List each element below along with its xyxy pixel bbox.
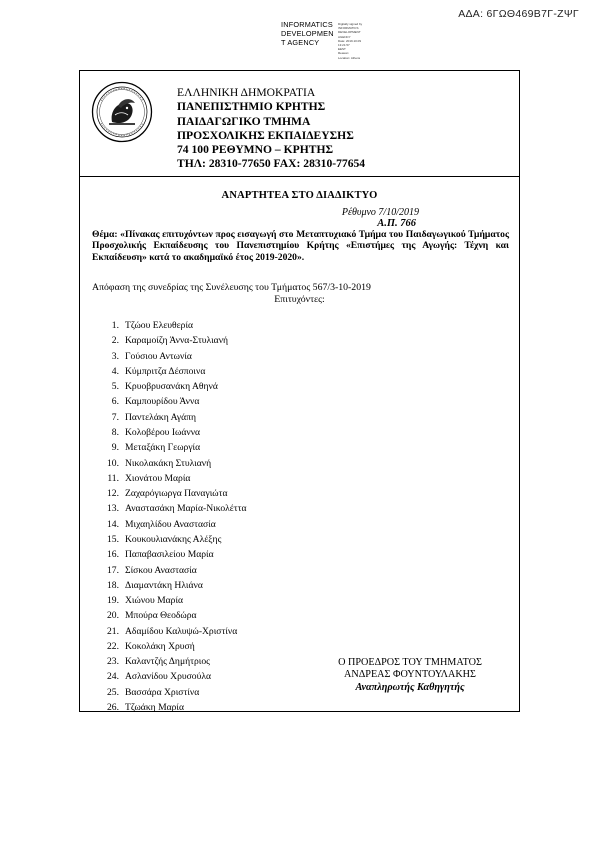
ida-line: T AGENCY bbox=[281, 37, 320, 47]
list-item: 19. Χιώνου Μαρία bbox=[107, 595, 184, 607]
list-item: 11. Χιονάτου Μαρία bbox=[107, 472, 191, 484]
list-item: 24. Ασλανίδου Χρυσούλα bbox=[107, 671, 212, 683]
list-item: 12. Ζαχαρόγιωργα Παναγιώτα bbox=[107, 488, 228, 500]
ida-signature-details bbox=[338, 22, 371, 60]
ada-code: ΑΔΑ: 6ΓΩΘ469Β7Γ-ΖΨΓ bbox=[458, 8, 579, 20]
list-item: 20. Μπούρα Θεοδώρα bbox=[107, 610, 197, 622]
ida-detail-line: DEVELOPMENT AGENCY bbox=[338, 30, 361, 39]
list-item: 26. Τζωάκη Μαρία bbox=[107, 702, 185, 714]
document-date: Ρέθυμνο 7/10/2019 bbox=[341, 207, 419, 218]
list-item: 15. Κουκουλιανάκης Αλέξης bbox=[107, 533, 222, 545]
list-item: 23. Καλαντζής Δημήτριος bbox=[107, 656, 210, 668]
list-item: 6. Καμπουρίδου Άννα bbox=[111, 396, 200, 408]
list-item: 14. Μιχαηλίδου Αναστασία bbox=[107, 518, 216, 530]
list-item: 4. Κύμπριτζα Δέσποινα bbox=[111, 365, 206, 377]
signature-block bbox=[298, 657, 522, 694]
university-seal-icon bbox=[91, 81, 153, 143]
list-item: 7. Παντελάκη Αγάπη bbox=[111, 411, 196, 423]
successful-label: Επιτυχόντες: bbox=[274, 294, 325, 305]
list-item: 17. Σίσκου Αναστασία bbox=[107, 564, 197, 576]
list-item: 21. Αδαμίδου Καλυψώ-Χριστίνα bbox=[107, 625, 238, 637]
list-item: 8. Κολοβέρου Ιωάννα bbox=[111, 426, 201, 438]
signature-name: ΑΝΔΡΕΑΣ ΦΟΥΝΤΟΥΛΑΚΗΣ bbox=[344, 669, 476, 681]
list-item: 9. Μεταξάκη Γεωργία bbox=[111, 442, 201, 454]
ida-detail-line: Reason: bbox=[338, 51, 350, 56]
list-item: 18. Διαμαντάκη Ηλιάνα bbox=[107, 579, 203, 591]
document-title: ΑΝΑΡΤΗΤΕΑ ΣΤΟ ΔΙΑΔΙΚΤΥΟ bbox=[221, 190, 378, 201]
document-frame bbox=[79, 70, 520, 712]
signature-title: Αναπληρωτής Καθηγητής bbox=[355, 681, 465, 693]
faculty-name: ΠΑΙΔΑΓΩΓΙΚΟ ΤΜΗΜΑ bbox=[177, 114, 311, 128]
header-divider bbox=[80, 176, 519, 177]
list-item: 22. Κοκολάκη Χρυσή bbox=[107, 640, 195, 652]
signature-role: Ο ΠΡΟΕΔΡΟΣ ΤΟΥ ΤΜΗΜΑΤΟΣ bbox=[338, 657, 482, 668]
list-item: 10. Νικολακάκη Στυλιανή bbox=[107, 457, 212, 469]
protocol-number: Α.Π. 766 bbox=[377, 218, 416, 229]
decision-text: Απόφαση της συνεδρίας της Συνέλευσης του Τμήματος 567/3-10-2019 bbox=[92, 282, 371, 293]
ida-name bbox=[281, 21, 334, 47]
list-item: 5. Κρυοβρυσανάκη Αθηνά bbox=[111, 381, 218, 393]
ida-detail-line: Digitally signed by bbox=[338, 22, 363, 26]
republic-name: ΕΛΛΗΝΙΚΗ ΔΗΜΟΚΡΑΤΙΑ bbox=[177, 86, 316, 99]
phone-fax: ΤΗΛ: 28310-77650 FAX: 28310-77654 bbox=[177, 157, 366, 171]
digital-signature-stamp bbox=[281, 20, 371, 60]
address: 74 100 ΡΕΘΥΜΝΟ – ΚΡΗΤΗΣ bbox=[177, 143, 334, 157]
list-item: 16. Παπαβασιλείου Μαρία bbox=[107, 549, 214, 561]
list-item: 2. Καραμοίζη Άννα-Στυλιανή bbox=[111, 335, 229, 347]
subject-paragraph: Θέμα: «Πίνακας επιτυχόντων προς εισαγωγή στο Μεταπτυχιακό Τμήμα του Παιδαγωγικού Τμήματος Προσχολικής Εκπαίδευσης του Πανεπιστημίου Κρήτης «Επιστήμες της Αγωγής: Τέχνη και Εκπαίδευση» κατά το ακαδημαϊκό έτος 2019-2020». bbox=[92, 229, 509, 263]
university-name: ΠΑΝΕΠΙΣΤΗΜΙΟ ΚΡΗΤΗΣ bbox=[177, 100, 326, 114]
list-item: 25. Βασσάρα Χριστίνα bbox=[107, 686, 200, 698]
ida-detail-line: Location: Athens bbox=[338, 55, 361, 60]
candidates-list bbox=[100, 318, 247, 715]
ida-line: INFORMATICS bbox=[281, 20, 333, 29]
ida-line: DEVELOPMEN bbox=[281, 28, 334, 38]
list-item: 13. Αναστασάκη Μαρία-Νικολέττα bbox=[107, 503, 247, 515]
ida-detail-line: Date: 2019.10.09 13:21:57 bbox=[338, 38, 362, 48]
list-item: 3. Γούσιου Αντωνία bbox=[111, 350, 192, 362]
list-item: 1. Τζώου Ελευθερία bbox=[111, 320, 194, 331]
institution-header bbox=[177, 86, 365, 172]
ida-detail-line: EEST bbox=[338, 47, 346, 52]
department-name: ΠΡΟΣΧΟΛΙΚΗΣ ΕΚΠΑΙΔΕΥΣΗΣ bbox=[177, 128, 354, 142]
ida-detail-line: INFORMATICS bbox=[338, 26, 359, 31]
